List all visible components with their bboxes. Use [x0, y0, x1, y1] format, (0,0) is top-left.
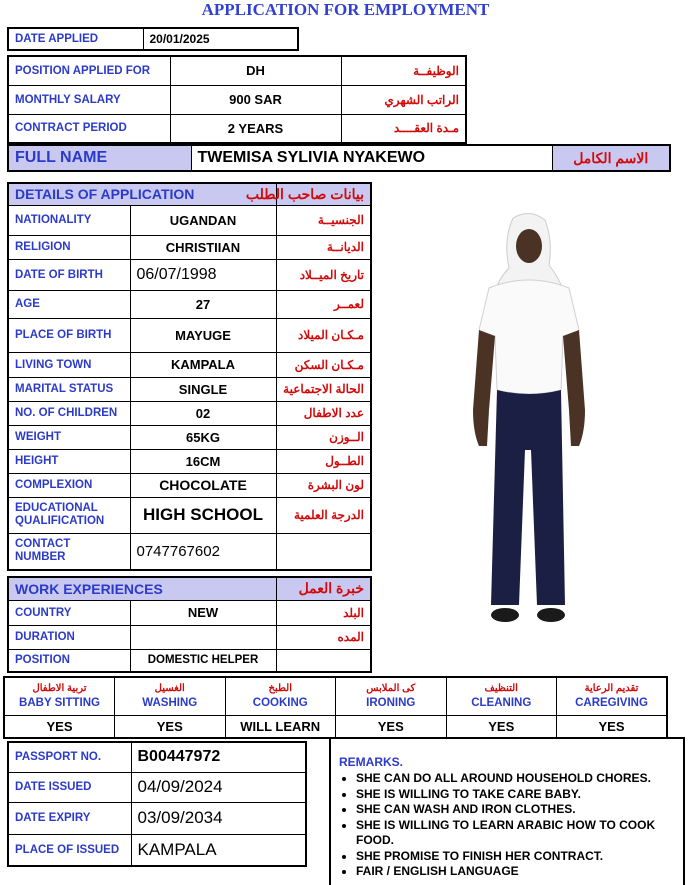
salary-label-ar: الراتب الشهري [341, 85, 466, 114]
education-label-ar: الدرجة العلمية [276, 497, 371, 533]
skill-washing-value: YES [115, 715, 226, 738]
children-label-ar: عدد الاطفال [276, 401, 371, 425]
dob-label-ar: تاريخ الميــلاد [276, 259, 371, 290]
nationality-value: UGANDAN [130, 205, 276, 235]
position-table [7, 55, 467, 144]
skill-ironing [336, 677, 447, 715]
face [516, 229, 542, 263]
date-issued-value: 04/09/2024 [131, 772, 306, 802]
work-table [7, 576, 372, 673]
work-country-label: COUNTRY [8, 600, 130, 625]
trousers [491, 390, 565, 605]
skill-caregiving-label: CAREGIVING [575, 697, 648, 710]
skill-ironing-value: YES [336, 715, 447, 738]
remark-item: • FAIR / ENGLISH LANGUAGE [356, 864, 677, 880]
children-label: NO. OF CHILDREN [8, 401, 130, 425]
religion-label: RELIGION [8, 235, 130, 259]
contact-label: CONTACT NUMBER [8, 533, 130, 570]
skill-washing [115, 677, 226, 715]
full-name-table [7, 144, 671, 172]
full-name-label-ar: الاسم الكامل [552, 145, 670, 171]
work-position-label-ar [276, 649, 371, 672]
skill-ironing-label: IRONING [366, 697, 416, 710]
weight-label: WEIGHT [8, 425, 130, 449]
religion-value: CHRISTIIAN [130, 235, 276, 259]
height-label-ar: الطــول [276, 449, 371, 473]
marital-label-ar: الحالة الاجتماعية [276, 377, 371, 401]
contact-value: 0747767602 [130, 533, 276, 570]
skill-washing-label: WASHING [142, 697, 198, 710]
work-position-value: DOMESTIC HELPER [130, 649, 276, 672]
education-value: HIGH SCHOOL [130, 497, 276, 533]
work-duration-label: DURATION [8, 625, 130, 649]
living-town-value: KAMPALA [130, 352, 276, 377]
work-country-value: NEW [130, 600, 276, 625]
contract-value: 2 YEARS [170, 114, 341, 143]
remark-item: • SHE PROMISE TO FINISH HER CONTRACT. [356, 849, 677, 865]
full-name-value: TWEMISA SYLIVIA NYAKEWO [191, 145, 552, 171]
dob-label: DATE OF BIRTH [8, 259, 130, 290]
marital-label: MARITAL STATUS [8, 377, 130, 401]
details-table [7, 182, 372, 571]
skill-ironing-ar: كى الملابس [366, 683, 416, 695]
skill-cooking-label: COOKING [252, 697, 308, 710]
skill-washing-ar: الغسيل [154, 683, 185, 695]
skill-cleaning [446, 677, 557, 715]
work-duration-label-ar: المده [276, 625, 371, 649]
passport-no-value: B00447972 [131, 742, 306, 772]
skill-cooking-ar: الطبخ [268, 683, 292, 695]
skill-caregiving [557, 677, 668, 715]
skill-cooking [225, 677, 336, 715]
remark-item: • SHE CAN DO ALL AROUND HOUSEHOLD CHORES. [356, 771, 677, 787]
complexion-value: CHOCOLATE [130, 473, 276, 497]
full-name-label: FULL NAME [8, 145, 191, 171]
age-value: 27 [130, 290, 276, 318]
skill-caregiving-ar: تقديم الرعاية [584, 683, 639, 695]
height-value: 16CM [130, 449, 276, 473]
remarks-title: REMARKS. [339, 755, 404, 769]
dob-value: 06/07/1998 [130, 259, 276, 290]
position-label-ar: الوظيفــة [341, 56, 466, 85]
age-label: AGE [8, 290, 130, 318]
right-arm [563, 330, 585, 446]
details-header-ar: بيانات صاحب الطلب [276, 183, 371, 205]
position-value: DH [170, 56, 341, 85]
position-label: POSITION APPLIED FOR [8, 56, 170, 85]
skill-cleaning-value: YES [446, 715, 557, 738]
remark-item: • SHE IS WILLING TO LEARN ARABIC HOW TO COOK FOOD. [356, 818, 677, 849]
applicant-photo [455, 210, 590, 630]
contract-label-ar: مـدة العقــــد [341, 114, 466, 143]
skill-baby-sitting-value: YES [4, 715, 115, 738]
remarks-list [339, 771, 677, 880]
salary-label: MONTHLY SALARY [8, 85, 170, 114]
living-town-label: LIVING TOWN [8, 352, 130, 377]
page-title: APPLICATION FOR EMPLOYMENT [201, 0, 490, 19]
date-applied-table [7, 27, 299, 51]
place-issued-label: PLACE OF ISSUED [8, 834, 131, 866]
remark-item: • SHE IS WILLING TO TAKE CARE BABY. [356, 787, 677, 803]
left-shoe [491, 608, 519, 622]
date-applied-label: DATE APPLIED [8, 28, 143, 50]
pob-value: MAYUGE [130, 318, 276, 352]
work-position-label: POSITION [8, 649, 130, 672]
passport-table [7, 741, 307, 867]
details-header: DETAILS OF APPLICATION [8, 183, 276, 205]
nationality-label-ar: الجنسيــة [276, 205, 371, 235]
nationality-label: NATIONALITY [8, 205, 130, 235]
skill-cleaning-ar: التنظيف [484, 683, 518, 695]
skill-cooking-value: WILL LEARN [225, 715, 336, 738]
work-header: WORK EXPERIENCES [8, 577, 276, 600]
remark-item: • SHE CAN WASH AND IRON CLOTHES. [356, 802, 677, 818]
children-value: 02 [130, 401, 276, 425]
right-shoe [537, 608, 565, 622]
living-town-label-ar: مـكـان السكن [276, 352, 371, 377]
work-duration-value [130, 625, 276, 649]
education-label: EDUCATIONAL QUALIFICATION [8, 497, 130, 533]
weight-label-ar: الــوزن [276, 425, 371, 449]
date-expiry-value: 03/09/2034 [131, 802, 306, 834]
weight-value: 65KG [130, 425, 276, 449]
complexion-label: COMPLEXION [8, 473, 130, 497]
skill-baby-sitting [4, 677, 115, 715]
religion-label-ar: الديانــة [276, 235, 371, 259]
date-expiry-label: DATE EXPIRY [8, 802, 131, 834]
skill-caregiving-value: YES [557, 715, 668, 738]
date-issued-label: DATE ISSUED [8, 772, 131, 802]
salary-value: 900 SAR [170, 85, 341, 114]
height-label: HEIGHT [8, 449, 130, 473]
work-header-ar: خبرة العمل [276, 577, 371, 600]
skill-baby-sitting-label: BABY SITTING [19, 697, 100, 710]
date-applied-value: 20/01/2025 [143, 28, 298, 50]
pob-label-ar: مـكـان الميلاد [276, 318, 371, 352]
marital-value: SINGLE [130, 377, 276, 401]
complexion-label-ar: لون البشرة [276, 473, 371, 497]
skill-cleaning-label: CLEANING [471, 697, 532, 710]
left-arm [473, 330, 495, 446]
skills-table [3, 676, 668, 739]
work-country-label-ar: البلد [276, 600, 371, 625]
passport-no-label: PASSPORT NO. [8, 742, 131, 772]
skill-baby-sitting-ar: تربية الاطفال [32, 683, 87, 695]
contact-label-ar [276, 533, 371, 570]
age-label-ar: لعمــر [276, 290, 371, 318]
pob-label: PLACE OF BIRTH [8, 318, 130, 352]
contract-label: CONTRACT PERIOD [8, 114, 170, 143]
place-issued-value: KAMPALA [131, 834, 306, 866]
remarks-box [329, 737, 685, 885]
